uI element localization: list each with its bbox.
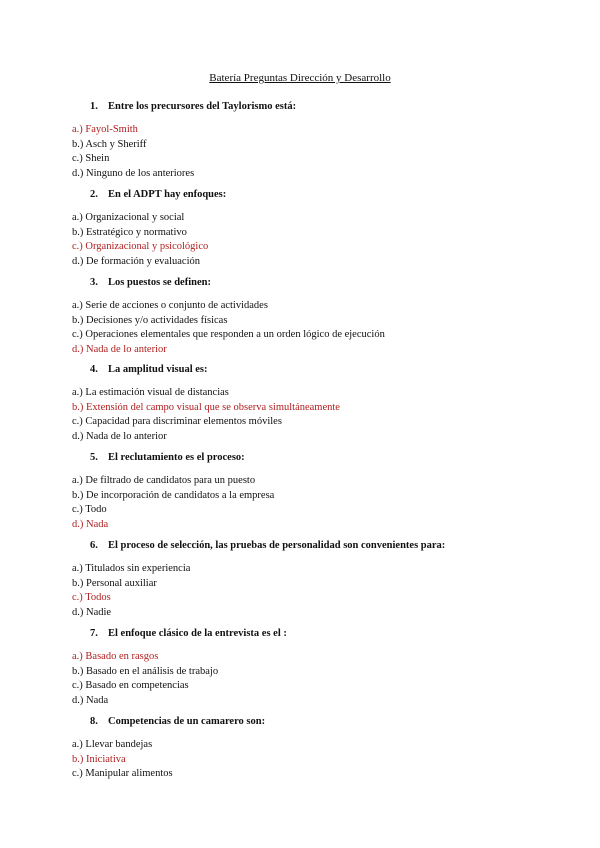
answer-option: a.) Organizacional y social (72, 212, 185, 223)
question-text: Entre los precursores del Taylorismo está: (108, 101, 297, 112)
answer-option-correct: b.) Iniciativa (72, 753, 126, 765)
question-number: 3. (90, 277, 98, 288)
answer-option: c.) Shein (72, 153, 110, 165)
question-number: 1. (90, 101, 98, 112)
question-text: El proceso de selección, las pruebas de personalidad son convenientes para: (108, 540, 446, 551)
answer-option-correct: a.) Fayol-Smith (72, 124, 138, 135)
page-title: Batería Preguntas Dirección y Desarrollo (209, 72, 391, 84)
answer-option-correct: c.) Todos (72, 592, 111, 604)
answer-option-correct: a.) Basado en rasgos (72, 651, 159, 662)
answer-option: a.) De filtrado de candidatos para un puesto (72, 475, 256, 486)
answer-option: d.) Nada (72, 694, 109, 706)
answer-option: d.) Nada de lo anterior (72, 430, 167, 442)
answer-option-correct: c.) Organizacional y psicológico (72, 241, 209, 253)
answer-option: c.) Capacidad para discriminar elementos móviles (72, 416, 282, 428)
question-text: Los puestos se definen: (108, 277, 211, 288)
question-heading (72, 275, 572, 290)
answer-option: d.) Nadie (72, 606, 112, 618)
answer-option: b.) De incorporación de candidatos a la empresa (72, 489, 275, 501)
answer-option-correct: d.) Nada de lo anterior (72, 343, 167, 355)
question-block (72, 538, 572, 620)
question-heading (72, 626, 572, 641)
question-heading (72, 538, 572, 553)
question-heading (72, 450, 572, 465)
answer-option: c.) Todo (72, 504, 107, 516)
question-heading (72, 714, 572, 729)
answer-option: b.) Asch y Sheriff (72, 138, 147, 150)
answer-option: c.) Basado en competencias (72, 680, 189, 692)
question-block (72, 362, 572, 444)
answer-option: b.) Basado en el análisis de trabajo (72, 665, 219, 677)
question-text: En el ADPT hay enfoques: (108, 189, 227, 200)
answer-option: c.) Manipular alimentos (72, 768, 173, 780)
question-block (72, 275, 572, 357)
answer-option: b.) Estratégico y normativo (72, 226, 187, 238)
answer-option: d.) Ninguno de los anteriores (72, 167, 195, 179)
question-number: 2. (90, 189, 98, 200)
answer-option: a.) Llevar bandejas (72, 739, 153, 750)
question-block (72, 626, 572, 708)
question-block (72, 187, 572, 269)
question-text: El reclutamiento es el proceso: (108, 452, 245, 463)
question-number: 4. (90, 364, 98, 375)
question-heading (72, 187, 572, 202)
question-text: El enfoque clásico de la entrevista es el : (108, 628, 287, 639)
question-heading (72, 99, 572, 114)
question-number: 6. (90, 540, 98, 551)
question-text: Competencias de un camarero son: (108, 716, 266, 727)
question-block (72, 714, 572, 782)
answer-option: a.) Titulados sin experiencia (72, 563, 191, 574)
answer-option: b.) Decisiones y/o actividades físicas (72, 314, 228, 326)
question-heading (72, 362, 572, 377)
answer-option: d.) De formación y evaluación (72, 255, 200, 267)
answer-option-correct: b.) Extensión del campo visual que se observa simultáneamente (72, 401, 340, 413)
question-number: 5. (90, 452, 98, 463)
answer-option: b.) Personal auxiliar (72, 577, 157, 589)
question-number: 8. (90, 716, 98, 727)
answer-option: c.) Operaciones elementales que responden a un orden lógico de ejecución (72, 329, 385, 341)
question-block (72, 99, 572, 181)
answer-option: a.) Serie de acciones o conjunto de actividades (72, 300, 268, 311)
question-number: 7. (90, 628, 98, 639)
question-block (72, 450, 572, 532)
answer-option-correct: d.) Nada (72, 518, 109, 530)
answer-option: a.) La estimación visual de distancias (72, 387, 229, 398)
question-text: La amplitud visual es: (108, 364, 208, 375)
